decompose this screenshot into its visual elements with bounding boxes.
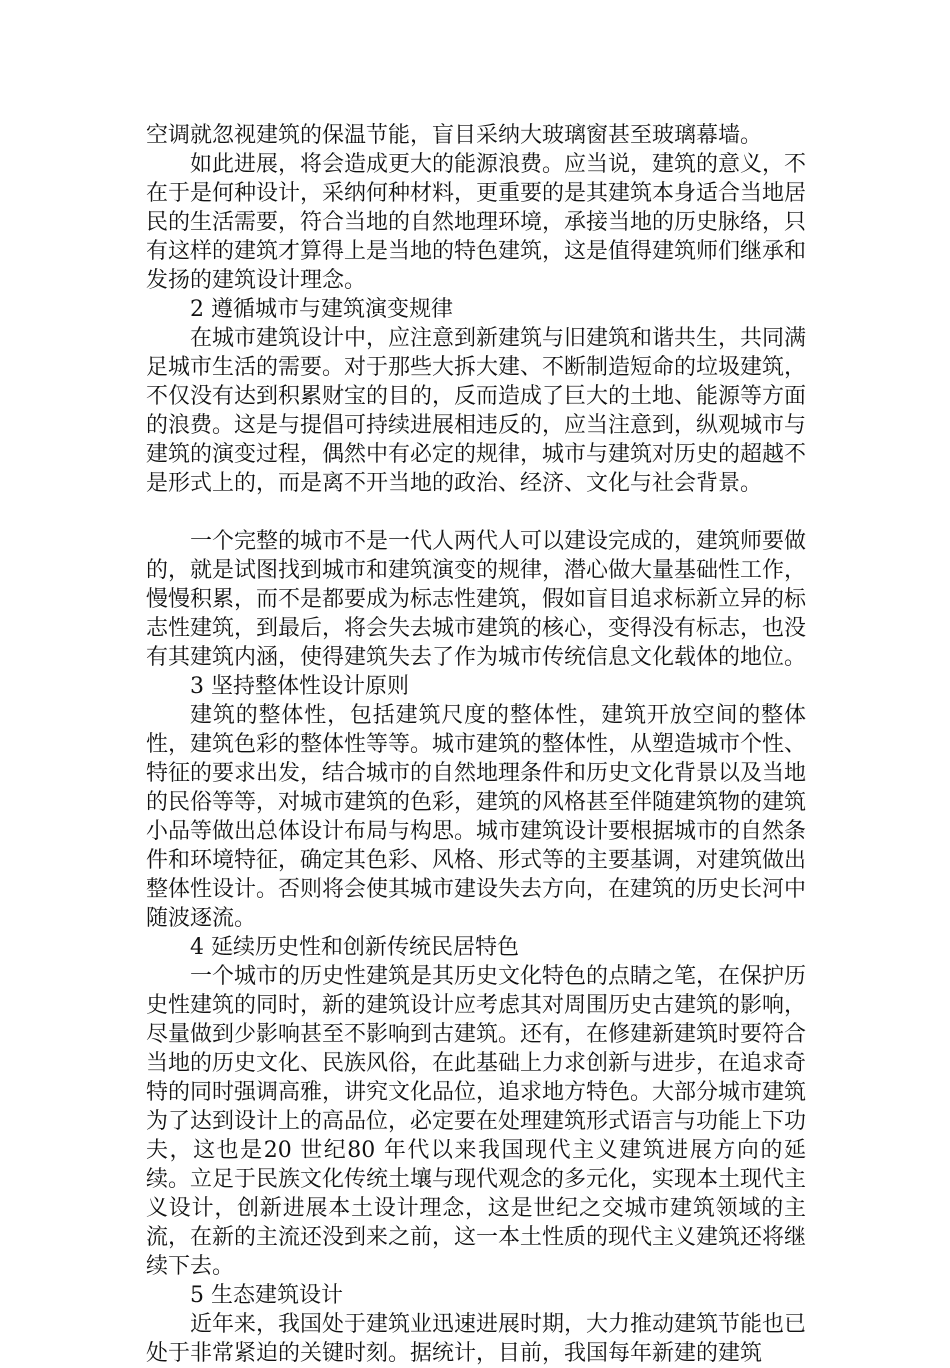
paragraph-historic-buildings: 一个城市的历史性建筑是其历史文化特色的点睛之笔，在保护历史性建筑的同时，新的建筑设计应考虑其对周围历史古建筑的影响，尽量做到少影响甚至不影响到古建筑。还有，在修建新建筑时要符合当地的历史文化、民族风俗，在此基础上力求创新与进步，在追求奇特的同时强调高雅，讲究文化品位，追求地方特色。大部分城市建筑为了达到设计上的高品位，必定要在处理建筑形式语言与功能上下功夫，这也是20 世纪80 年代以来我国现代主义建筑进展方向的延续。立足于民族文化传统土壤与现代观念的多元化，实现本土现代主义设计，创新进展本土设计理念，这是世纪之交城市建筑领域的主流，在新的主流还没到来之前，这一本土性质的现代主义建筑还将继续下去。	[146, 964, 807, 1279]
paragraph-integrity: 建筑的整体性，包括建筑尺度的整体性，建筑开放空间的整体性，建筑色彩的整体性等等。城市建筑的整体性，从塑造城市个性、特征的要求出发，结合城市的自然地理条件和历史文化背景以及当地的民俗等等，对城市建筑的色彩，建筑的风格甚至伴随建筑物的建筑小品等做出总体设计布局与构思。城市建筑设计要根据城市的自然条件和环境特征，确定其色彩、风格、形式等的主要基调，对建筑做出整体性设计。否则将会使其城市建设失去方向，在建筑的历史长河中随波逐流。	[146, 703, 807, 931]
paragraph-city-evolution: 在城市建筑设计中，应注意到新建筑与旧建筑和谐共生，共同满足城市生活的需要。对于那些大拆大建、不断制造短命的垃圾建筑，不仅没有达到积累财宝的目的，反而造成了巨大的土地、能源等方面的浪费。这是与提倡可持续进展相违反的，应当注意到，纵观城市与建筑的演变过程，偶然中有必定的规律，城市与建筑对历史的超越不是形式上的，而是离不开当地的政治、经济、文化与社会背景。	[146, 326, 807, 496]
document-body	[146, 121, 806, 1368]
section-heading-2: 2 遵循城市与建筑演变规律	[190, 297, 453, 322]
paragraph-complete-city: 一个完整的城市不是一代人两代人可以建设完成的，建筑师要做的，就是试图找到城市和建筑演变的规律，潜心做大量基础性工作，慢慢积累，而不是都要成为标志性建筑，假如盲目追求标新立异的标志性建筑，到最后，将会失去城市建筑的核心，变得没有标志，也没有其建筑内涵，使得建筑失去了作为城市传统信息文化载体的地位。	[146, 529, 807, 670]
paragraph-continuation: 空调就忽视建筑的保温节能，盲目采纳大玻璃窗甚至玻璃幕墙。	[146, 123, 763, 148]
paragraph-spacer	[146, 498, 806, 527]
section-heading-4: 4 延续历史性和创新传统民居特色	[190, 935, 519, 960]
paragraph-energy-waste: 如此进展，将会造成更大的能源浪费。应当说，建筑的意义，不在于是何种设计，采纳何种材料，更重要的是其建筑本身适合当地居民的生活需要，符合当地的自然地理环境，承接当地的历史脉络，只有这样的建筑才算得上是当地的特色建筑，这是值得建筑师们继承和发扬的建筑设计理念。	[146, 152, 807, 293]
section-heading-3: 3 坚持整体性设计原则	[190, 674, 409, 699]
section-heading-5: 5 生态建筑设计	[190, 1283, 343, 1308]
paragraph-ecological: 近年来，我国处于建筑业迅速进展时期，大力推动建筑节能也已处于非常紧迫的关键时刻。据统计，目前，我国每年新建的建筑	[146, 1312, 807, 1366]
